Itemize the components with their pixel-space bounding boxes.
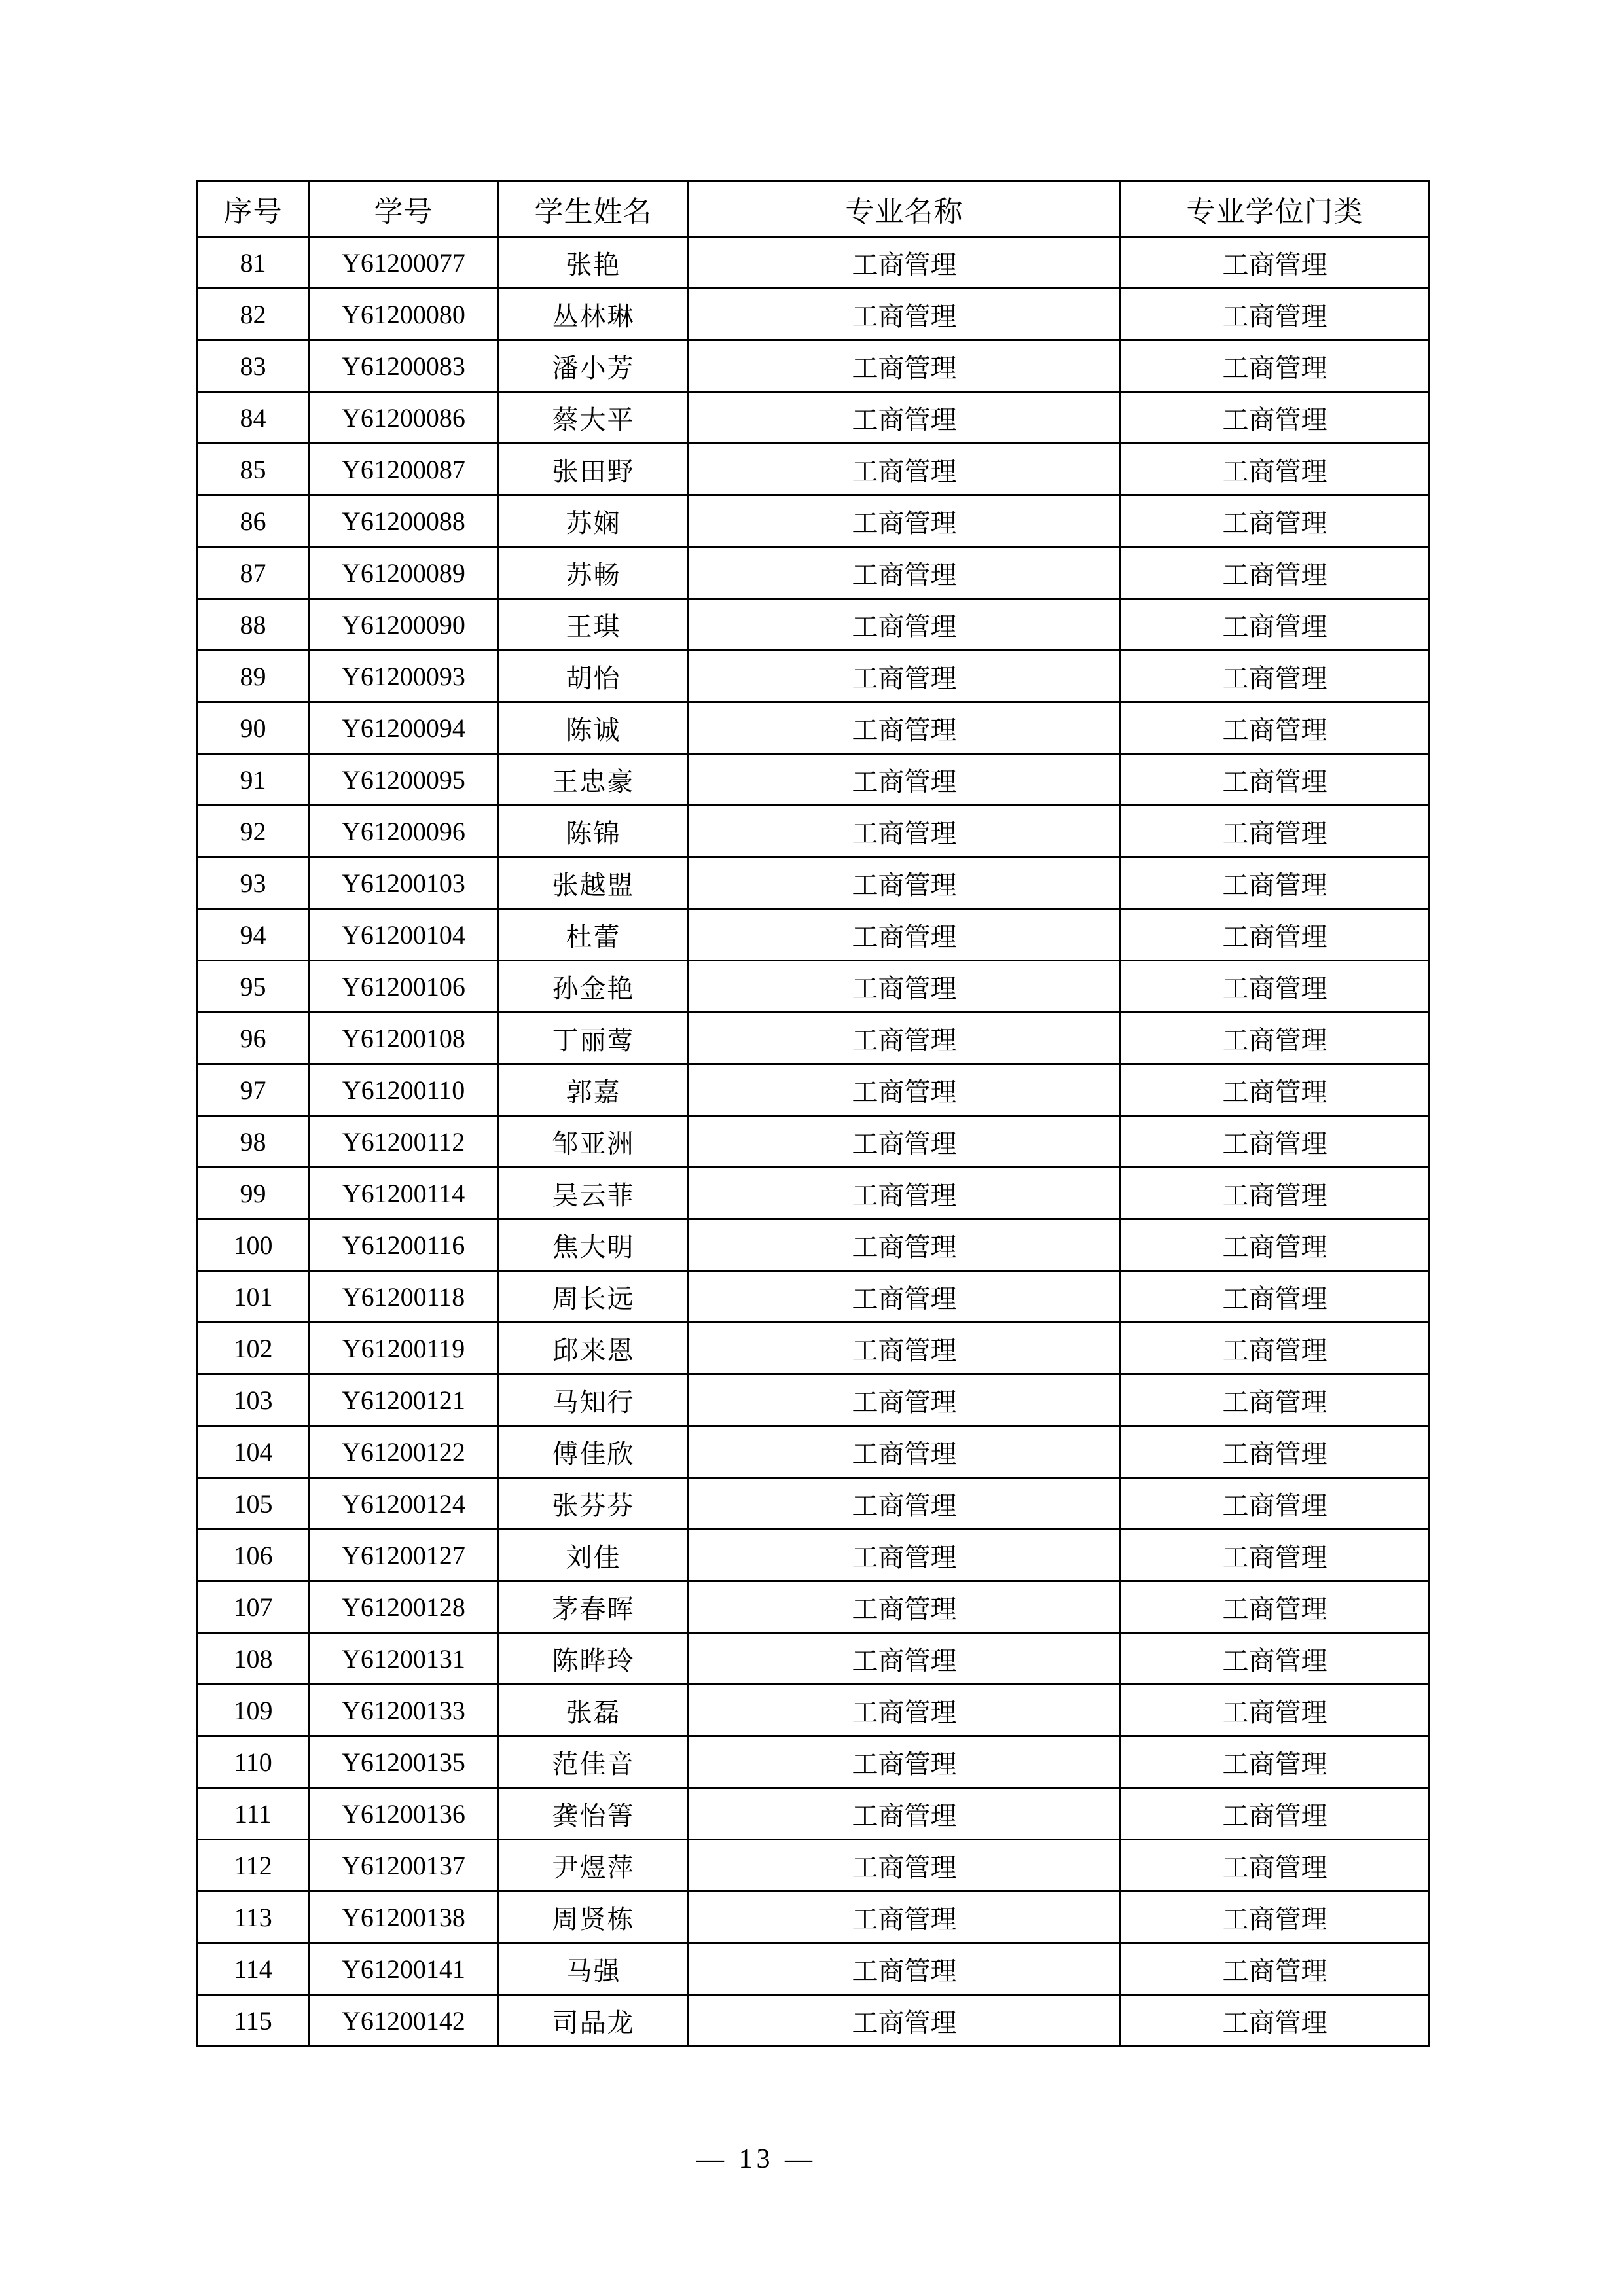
cell-student-id: Y61200087 bbox=[309, 444, 499, 495]
table-row bbox=[198, 1788, 1430, 1840]
cell-degree-category: 工商管理 bbox=[1121, 1633, 1430, 1685]
cell-index: 114 bbox=[198, 1943, 309, 1995]
cell-degree-category: 工商管理 bbox=[1121, 1374, 1430, 1426]
table-header-row bbox=[198, 181, 1430, 237]
table-row bbox=[198, 857, 1430, 909]
cell-student-name: 潘小芳 bbox=[499, 340, 689, 392]
cell-index: 111 bbox=[198, 1788, 309, 1840]
cell-major-name: 工商管理 bbox=[689, 1736, 1121, 1788]
cell-student-id: Y61200131 bbox=[309, 1633, 499, 1685]
table-row bbox=[198, 1995, 1430, 2047]
cell-student-name: 张芬芬 bbox=[499, 1478, 689, 1530]
cell-major-name: 工商管理 bbox=[689, 1685, 1121, 1736]
cell-student-name: 吴云菲 bbox=[499, 1168, 689, 1219]
cell-student-name: 司品龙 bbox=[499, 1995, 689, 2047]
table-row bbox=[198, 806, 1430, 857]
cell-major-name: 工商管理 bbox=[689, 1426, 1121, 1478]
cell-student-name: 邱来恩 bbox=[499, 1323, 689, 1374]
cell-student-id: Y61200118 bbox=[309, 1271, 499, 1323]
cell-degree-category: 工商管理 bbox=[1121, 1116, 1430, 1168]
table-row bbox=[198, 392, 1430, 444]
cell-student-id: Y61200103 bbox=[309, 857, 499, 909]
cell-student-id: Y61200096 bbox=[309, 806, 499, 857]
cell-major-name: 工商管理 bbox=[689, 1374, 1121, 1426]
cell-student-id: Y61200090 bbox=[309, 599, 499, 651]
cell-degree-category: 工商管理 bbox=[1121, 1995, 1430, 2047]
table-row bbox=[198, 1271, 1430, 1323]
cell-index: 90 bbox=[198, 702, 309, 754]
cell-student-id: Y61200083 bbox=[309, 340, 499, 392]
cell-index: 104 bbox=[198, 1426, 309, 1478]
cell-degree-category: 工商管理 bbox=[1121, 806, 1430, 857]
cell-index: 108 bbox=[198, 1633, 309, 1685]
cell-student-id: Y61200086 bbox=[309, 392, 499, 444]
cell-student-name: 茅春晖 bbox=[499, 1581, 689, 1633]
table-body bbox=[198, 237, 1430, 2047]
cell-major-name: 工商管理 bbox=[689, 392, 1121, 444]
cell-index: 86 bbox=[198, 495, 309, 547]
cell-major-name: 工商管理 bbox=[689, 1530, 1121, 1581]
cell-index: 92 bbox=[198, 806, 309, 857]
cell-major-name: 工商管理 bbox=[689, 1581, 1121, 1633]
table-header bbox=[198, 181, 1430, 237]
cell-major-name: 工商管理 bbox=[689, 1323, 1121, 1374]
column-header-student-name: 学生姓名 bbox=[499, 181, 689, 237]
cell-student-name: 丁丽莺 bbox=[499, 1013, 689, 1064]
cell-degree-category: 工商管理 bbox=[1121, 237, 1430, 289]
cell-degree-category: 工商管理 bbox=[1121, 444, 1430, 495]
cell-student-id: Y61200124 bbox=[309, 1478, 499, 1530]
cell-degree-category: 工商管理 bbox=[1121, 392, 1430, 444]
cell-student-name: 陈锦 bbox=[499, 806, 689, 857]
cell-degree-category: 工商管理 bbox=[1121, 1943, 1430, 1995]
cell-degree-category: 工商管理 bbox=[1121, 1892, 1430, 1943]
cell-index: 83 bbox=[198, 340, 309, 392]
cell-student-id: Y61200112 bbox=[309, 1116, 499, 1168]
cell-major-name: 工商管理 bbox=[689, 754, 1121, 806]
student-roster-table bbox=[196, 180, 1430, 2047]
table-row bbox=[198, 961, 1430, 1013]
cell-student-id: Y61200110 bbox=[309, 1064, 499, 1116]
cell-student-name: 蔡大平 bbox=[499, 392, 689, 444]
cell-degree-category: 工商管理 bbox=[1121, 651, 1430, 702]
cell-student-id: Y61200080 bbox=[309, 289, 499, 340]
table-row bbox=[198, 599, 1430, 651]
cell-student-id: Y61200094 bbox=[309, 702, 499, 754]
cell-degree-category: 工商管理 bbox=[1121, 1788, 1430, 1840]
cell-major-name: 工商管理 bbox=[689, 237, 1121, 289]
cell-major-name: 工商管理 bbox=[689, 702, 1121, 754]
cell-student-id: Y61200108 bbox=[309, 1013, 499, 1064]
cell-index: 94 bbox=[198, 909, 309, 961]
cell-degree-category: 工商管理 bbox=[1121, 495, 1430, 547]
cell-degree-category: 工商管理 bbox=[1121, 961, 1430, 1013]
cell-student-name: 苏娴 bbox=[499, 495, 689, 547]
cell-major-name: 工商管理 bbox=[689, 1271, 1121, 1323]
cell-student-name: 陈诚 bbox=[499, 702, 689, 754]
cell-major-name: 工商管理 bbox=[689, 806, 1121, 857]
column-header-major-name: 专业名称 bbox=[689, 181, 1121, 237]
column-header-index: 序号 bbox=[198, 181, 309, 237]
cell-student-id: Y61200119 bbox=[309, 1323, 499, 1374]
cell-degree-category: 工商管理 bbox=[1121, 1168, 1430, 1219]
cell-degree-category: 工商管理 bbox=[1121, 599, 1430, 651]
cell-student-name: 孙金艳 bbox=[499, 961, 689, 1013]
cell-index: 113 bbox=[198, 1892, 309, 1943]
cell-degree-category: 工商管理 bbox=[1121, 1064, 1430, 1116]
cell-degree-category: 工商管理 bbox=[1121, 1685, 1430, 1736]
table-row bbox=[198, 1840, 1430, 1892]
cell-major-name: 工商管理 bbox=[689, 1840, 1121, 1892]
cell-major-name: 工商管理 bbox=[689, 599, 1121, 651]
table-row bbox=[198, 547, 1430, 599]
cell-degree-category: 工商管理 bbox=[1121, 909, 1430, 961]
cell-degree-category: 工商管理 bbox=[1121, 1323, 1430, 1374]
column-header-degree-category: 专业学位门类 bbox=[1121, 181, 1430, 237]
cell-student-id: Y61200104 bbox=[309, 909, 499, 961]
table-row bbox=[198, 1892, 1430, 1943]
cell-student-name: 马知行 bbox=[499, 1374, 689, 1426]
cell-major-name: 工商管理 bbox=[689, 1892, 1121, 1943]
cell-index: 81 bbox=[198, 237, 309, 289]
cell-student-id: Y61200114 bbox=[309, 1168, 499, 1219]
cell-student-id: Y61200136 bbox=[309, 1788, 499, 1840]
table-row bbox=[198, 1530, 1430, 1581]
cell-student-id: Y61200093 bbox=[309, 651, 499, 702]
table-row bbox=[198, 1219, 1430, 1271]
table-row bbox=[198, 1581, 1430, 1633]
cell-index: 115 bbox=[198, 1995, 309, 2047]
cell-index: 112 bbox=[198, 1840, 309, 1892]
cell-degree-category: 工商管理 bbox=[1121, 1013, 1430, 1064]
cell-student-name: 周贤栋 bbox=[499, 1892, 689, 1943]
cell-major-name: 工商管理 bbox=[689, 547, 1121, 599]
cell-major-name: 工商管理 bbox=[689, 1168, 1121, 1219]
table-row bbox=[198, 1426, 1430, 1478]
cell-student-id: Y61200141 bbox=[309, 1943, 499, 1995]
cell-degree-category: 工商管理 bbox=[1121, 1581, 1430, 1633]
cell-student-id: Y61200127 bbox=[309, 1530, 499, 1581]
cell-index: 84 bbox=[198, 392, 309, 444]
cell-student-id: Y61200137 bbox=[309, 1840, 499, 1892]
cell-major-name: 工商管理 bbox=[689, 289, 1121, 340]
cell-student-name: 王琪 bbox=[499, 599, 689, 651]
cell-student-name: 胡怡 bbox=[499, 651, 689, 702]
table-row bbox=[198, 237, 1430, 289]
cell-student-id: Y61200135 bbox=[309, 1736, 499, 1788]
cell-index: 93 bbox=[198, 857, 309, 909]
cell-major-name: 工商管理 bbox=[689, 495, 1121, 547]
cell-student-name: 丛林琳 bbox=[499, 289, 689, 340]
cell-major-name: 工商管理 bbox=[689, 340, 1121, 392]
table-row bbox=[198, 1168, 1430, 1219]
cell-major-name: 工商管理 bbox=[689, 1788, 1121, 1840]
table-row bbox=[198, 1736, 1430, 1788]
cell-degree-category: 工商管理 bbox=[1121, 340, 1430, 392]
cell-student-name: 马强 bbox=[499, 1943, 689, 1995]
cell-index: 82 bbox=[198, 289, 309, 340]
table-row bbox=[198, 1116, 1430, 1168]
cell-student-name: 周长远 bbox=[499, 1271, 689, 1323]
cell-student-id: Y61200077 bbox=[309, 237, 499, 289]
cell-degree-category: 工商管理 bbox=[1121, 754, 1430, 806]
table-row bbox=[198, 289, 1430, 340]
table-row bbox=[198, 1013, 1430, 1064]
cell-major-name: 工商管理 bbox=[689, 1219, 1121, 1271]
cell-student-name: 范佳音 bbox=[499, 1736, 689, 1788]
cell-degree-category: 工商管理 bbox=[1121, 547, 1430, 599]
cell-degree-category: 工商管理 bbox=[1121, 1736, 1430, 1788]
table-row bbox=[198, 495, 1430, 547]
cell-major-name: 工商管理 bbox=[689, 909, 1121, 961]
cell-index: 110 bbox=[198, 1736, 309, 1788]
table-row bbox=[198, 1323, 1430, 1374]
cell-student-id: Y61200116 bbox=[309, 1219, 499, 1271]
cell-major-name: 工商管理 bbox=[689, 1943, 1121, 1995]
table-row bbox=[198, 1064, 1430, 1116]
cell-major-name: 工商管理 bbox=[689, 651, 1121, 702]
table-row bbox=[198, 1633, 1430, 1685]
cell-index: 96 bbox=[198, 1013, 309, 1064]
cell-student-name: 尹煜萍 bbox=[499, 1840, 689, 1892]
cell-index: 101 bbox=[198, 1271, 309, 1323]
table-row bbox=[198, 754, 1430, 806]
cell-degree-category: 工商管理 bbox=[1121, 857, 1430, 909]
cell-degree-category: 工商管理 bbox=[1121, 702, 1430, 754]
cell-major-name: 工商管理 bbox=[689, 857, 1121, 909]
cell-degree-category: 工商管理 bbox=[1121, 1840, 1430, 1892]
page-number: — 13 — bbox=[696, 2144, 816, 2174]
cell-student-name: 杜蕾 bbox=[499, 909, 689, 961]
cell-degree-category: 工商管理 bbox=[1121, 289, 1430, 340]
cell-major-name: 工商管理 bbox=[689, 1995, 1121, 2047]
cell-student-name: 邹亚洲 bbox=[499, 1116, 689, 1168]
page-footer bbox=[0, 2144, 1624, 2175]
cell-index: 99 bbox=[198, 1168, 309, 1219]
cell-student-id: Y61200138 bbox=[309, 1892, 499, 1943]
cell-major-name: 工商管理 bbox=[689, 1064, 1121, 1116]
table-row bbox=[198, 909, 1430, 961]
cell-student-id: Y61200089 bbox=[309, 547, 499, 599]
cell-major-name: 工商管理 bbox=[689, 1013, 1121, 1064]
cell-index: 106 bbox=[198, 1530, 309, 1581]
cell-degree-category: 工商管理 bbox=[1121, 1530, 1430, 1581]
cell-index: 102 bbox=[198, 1323, 309, 1374]
cell-index: 89 bbox=[198, 651, 309, 702]
table-row bbox=[198, 702, 1430, 754]
table-row bbox=[198, 1374, 1430, 1426]
table-row bbox=[198, 651, 1430, 702]
cell-index: 98 bbox=[198, 1116, 309, 1168]
table-row bbox=[198, 340, 1430, 392]
cell-student-name: 张艳 bbox=[499, 237, 689, 289]
cell-degree-category: 工商管理 bbox=[1121, 1219, 1430, 1271]
cell-degree-category: 工商管理 bbox=[1121, 1478, 1430, 1530]
table-row bbox=[198, 1685, 1430, 1736]
cell-student-name: 傅佳欣 bbox=[499, 1426, 689, 1478]
cell-student-id: Y61200128 bbox=[309, 1581, 499, 1633]
table-row bbox=[198, 1478, 1430, 1530]
cell-student-name: 张磊 bbox=[499, 1685, 689, 1736]
cell-major-name: 工商管理 bbox=[689, 444, 1121, 495]
cell-student-name: 张田野 bbox=[499, 444, 689, 495]
cell-major-name: 工商管理 bbox=[689, 1478, 1121, 1530]
cell-student-id: Y61200133 bbox=[309, 1685, 499, 1736]
cell-index: 107 bbox=[198, 1581, 309, 1633]
cell-student-name: 张越盟 bbox=[499, 857, 689, 909]
cell-degree-category: 工商管理 bbox=[1121, 1271, 1430, 1323]
cell-major-name: 工商管理 bbox=[689, 1116, 1121, 1168]
cell-index: 87 bbox=[198, 547, 309, 599]
column-header-student-id: 学号 bbox=[309, 181, 499, 237]
cell-student-id: Y61200106 bbox=[309, 961, 499, 1013]
cell-index: 109 bbox=[198, 1685, 309, 1736]
cell-student-name: 刘佳 bbox=[499, 1530, 689, 1581]
table-row bbox=[198, 1943, 1430, 1995]
cell-student-name: 龚怡箐 bbox=[499, 1788, 689, 1840]
cell-student-name: 王忠豪 bbox=[499, 754, 689, 806]
cell-index: 91 bbox=[198, 754, 309, 806]
cell-student-name: 郭嘉 bbox=[499, 1064, 689, 1116]
table-row bbox=[198, 444, 1430, 495]
cell-student-name: 陈晔玲 bbox=[499, 1633, 689, 1685]
cell-index: 88 bbox=[198, 599, 309, 651]
cell-major-name: 工商管理 bbox=[689, 1633, 1121, 1685]
cell-student-id: Y61200142 bbox=[309, 1995, 499, 2047]
cell-student-name: 苏畅 bbox=[499, 547, 689, 599]
cell-student-name: 焦大明 bbox=[499, 1219, 689, 1271]
cell-index: 97 bbox=[198, 1064, 309, 1116]
cell-index: 95 bbox=[198, 961, 309, 1013]
cell-index: 100 bbox=[198, 1219, 309, 1271]
cell-major-name: 工商管理 bbox=[689, 961, 1121, 1013]
cell-student-id: Y61200122 bbox=[309, 1426, 499, 1478]
cell-index: 85 bbox=[198, 444, 309, 495]
cell-student-id: Y61200121 bbox=[309, 1374, 499, 1426]
cell-index: 105 bbox=[198, 1478, 309, 1530]
cell-student-id: Y61200095 bbox=[309, 754, 499, 806]
cell-index: 103 bbox=[198, 1374, 309, 1426]
cell-student-id: Y61200088 bbox=[309, 495, 499, 547]
cell-degree-category: 工商管理 bbox=[1121, 1426, 1430, 1478]
